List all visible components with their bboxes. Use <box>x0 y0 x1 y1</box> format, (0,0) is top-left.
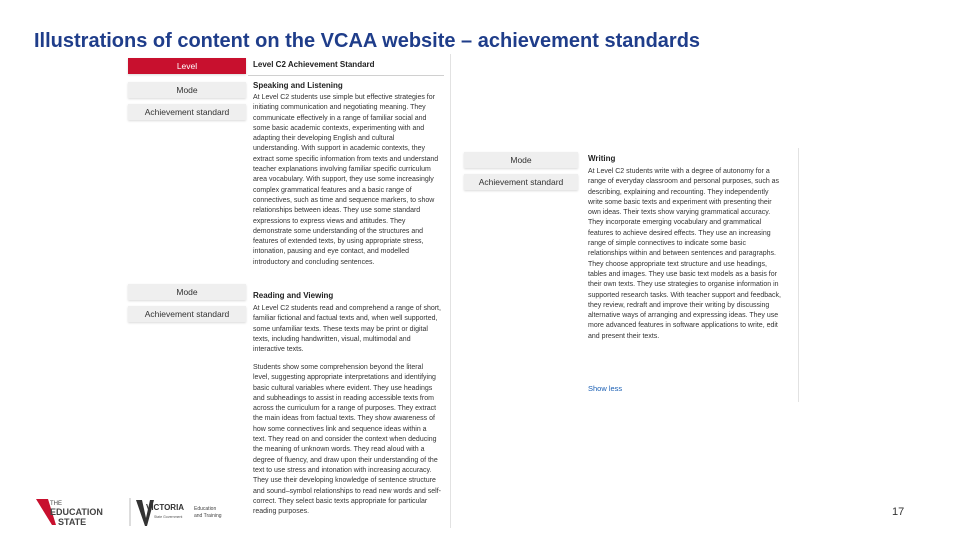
speaking-listening-text: At Level C2 students use simple but effective strategies for initiating communication and negotiating meaning. They communicate effectively in a range of familiar social and some basic academic contexts, experimenting with and adapting their developing English and cultural understanding. With support in academic contexts, they extract some specific information from texts and understand teacher explanations involving familiar specific curriculum area vocabulary. With support, they use some increasingly complex grammatical features and a basic range of connectives, such as time and sequence markers, to show relationships between ideas. They use some standard expressions to express views and attitudes. They demonstrate some understanding of the structures and features of extended texts, by using appropriate stress, intonation, pausing and eye contact, and modelled introductory and concluding sentences. <box>253 94 439 266</box>
level-tab[interactable]: Level <box>128 58 246 74</box>
victoria-wordmark: VICTORIA <box>146 503 185 512</box>
reading-viewing-text-2: Students show some comprehension beyond the literal level, suggesting appropriate interpretations and identifying basic cultural variables where evident. They use headings and subheadings to assist in reading accessible texts from across the curriculum for a range of purposes. They extract the main ideas from factual texts. They show awareness of how some connectives link and sequence ideas within a text. They read on and consider the context when deducing the meaning of unknown words. They read aloud with a degree of fluency, and draw upon their understanding of the text to use stress and intonation with increasing accuracy. They use their developing knowledge of sentence structure and sound–symbol relationships to read new words and self-correct. They select basic texts appropriate for particular reading purposes. <box>253 364 441 516</box>
footer-logos <box>34 496 234 528</box>
education-state-line3: STATE <box>58 517 87 527</box>
achievement-standard-label: Achievement standard <box>128 104 246 120</box>
mode-label-2: Mode <box>128 284 246 300</box>
victoria-subtext: State Government <box>154 515 183 519</box>
education-state-line1: THE <box>50 501 62 507</box>
mode-label-3: Mode <box>464 152 578 168</box>
education-state-line2: EDUCATION <box>50 507 103 517</box>
slide-title: Illustrations of content on the VCAA website – achievement standards <box>34 30 701 52</box>
right-standard-panel <box>462 148 799 402</box>
level-title: Level C2 Achievement Standard <box>253 60 375 69</box>
reading-viewing-text-1: At Level C2 students read and comprehend a range of short, familiar fictional and factual texts and, when well supported, some unfamiliar texts. These texts may be print or digital texts, including handwritten, visual, multimodal and interactive texts. <box>253 305 441 354</box>
page-number: 17 <box>892 506 905 518</box>
reading-viewing-heading: Reading and Viewing <box>253 291 334 300</box>
title-divider <box>248 75 444 76</box>
dept-line2: and Training <box>194 513 222 519</box>
show-less-link[interactable]: Show less <box>588 384 623 393</box>
mode-label: Mode <box>128 82 246 98</box>
writing-text: At Level C2 students write with a degree of autonomy for a range of everyday classroom and personal purposes, such as describing, explaining and recounting. They independently write some basic texts and experiment with presenting their own ideas. Their texts show varying grammatical accuracy. They incorporate emerging vocabulary and grammatical features to achieve desired effects. They use an increasing range of simple connectives to indicate some basic relationships within and between sentences and paragraphs. They choose appropriate text structure and use headings, tables and images. They use basic text models as a basis for their own texts. They use strategies to organise information in supported research tasks. With teacher support and feedback, they review, redraft and improve their writing by discussing alternative ways of arranging and expressing ideas. They use more advanced features in software applications to write, edit and present their texts. <box>588 168 781 340</box>
left-standard-panel <box>128 54 451 528</box>
education-state-logo-icon <box>34 496 234 528</box>
dept-line1: Education <box>194 506 217 512</box>
achievement-standard-label-3: Achievement standard <box>464 174 578 190</box>
writing-heading: Writing <box>588 154 616 163</box>
speaking-listening-heading: Speaking and Listening <box>253 81 343 90</box>
achievement-standard-label-2: Achievement standard <box>128 306 246 322</box>
